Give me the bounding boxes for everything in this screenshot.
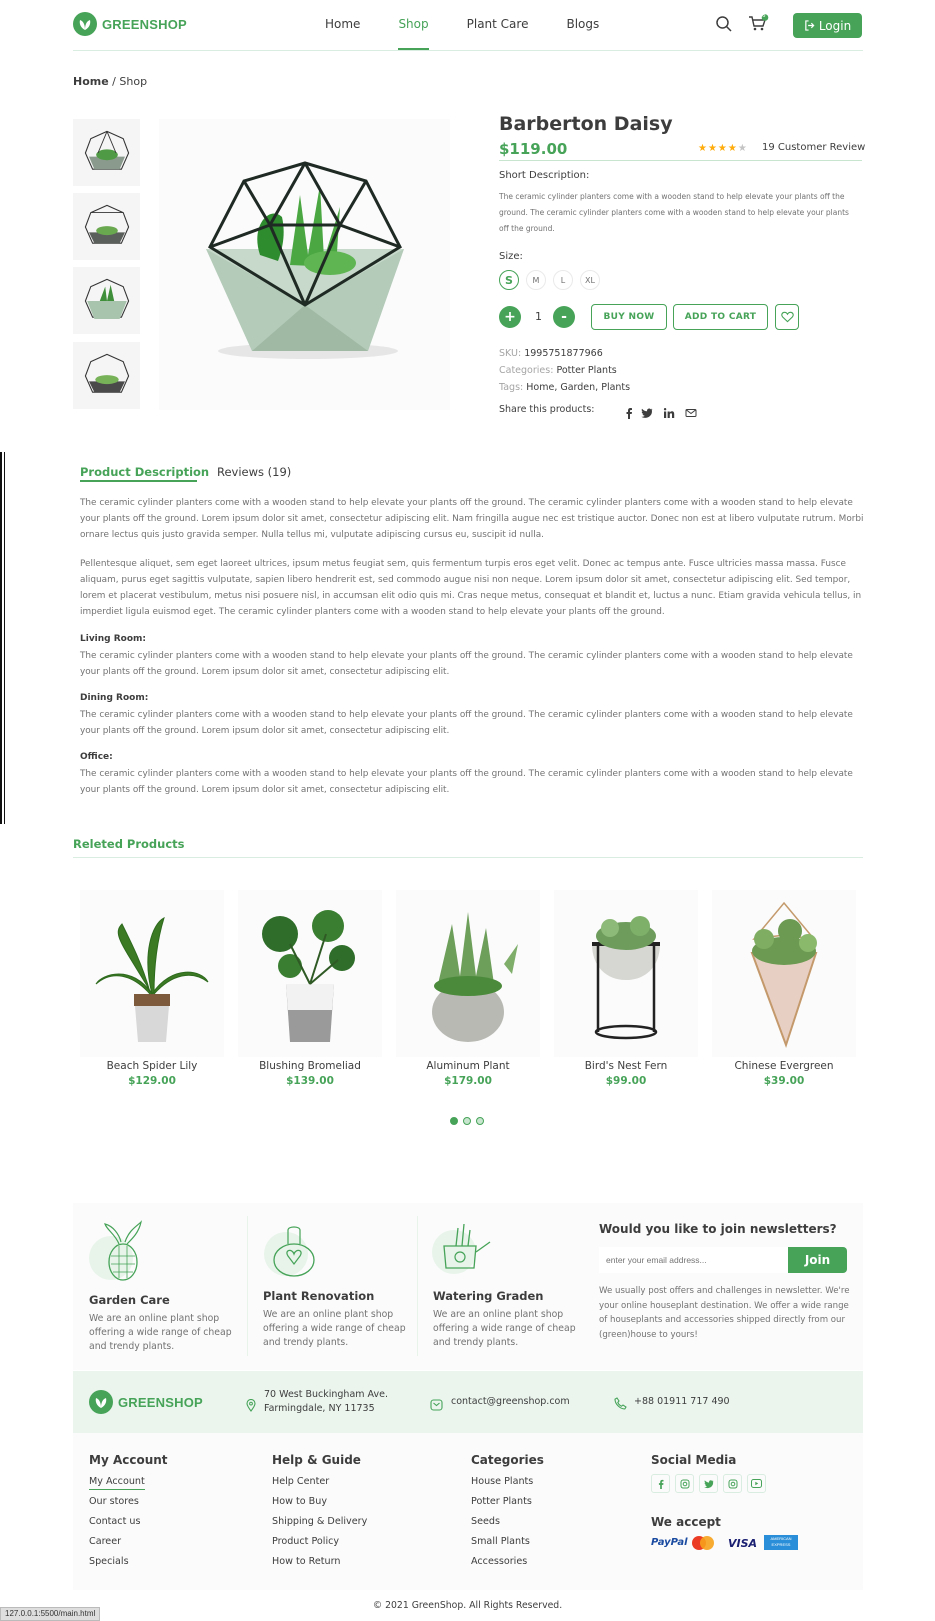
newsletter-title: Would you like to join newsletters?: [599, 1222, 837, 1236]
breadcrumb-current: Shop: [119, 75, 148, 88]
cart-count-badge: 6: [762, 13, 766, 19]
product-price: $119.00: [499, 140, 568, 158]
description-paragraph-2: Pellentesque aliquet, sem eget laoreet ultrices, ipsum metus feugiat sem, quis fermentum turpis eros eget velit. Donec ac tempus ante. Fusce ultricies massa massa. Fusce aliquam, purus eget sagittis vulputate, sapien libero hendrerit est, sed commodo augue nisi non neque. Lorem ipsum dolor sit amet, consectetur adipiscing elit. Sed tempor, lorem et placerat vestibulum, metus nisi posuere nisl, in accumsan elit odio quis mi. Cras neque metus, consequat et blandit et, luctus a nunc. Etiam gravida vehicula tellus, in imperdiet ligula euismod eget. The ceramic cylinder planters come with a wooden stand to help elevate your plants off the ground.: [80, 559, 862, 617]
quantity-value: 1: [535, 310, 542, 323]
categories-heading: Categories: [471, 1453, 544, 1467]
header-divider: [73, 50, 863, 51]
product-thumbnail-1[interactable]: [73, 119, 140, 186]
dining-room-heading: Dining Room:: [80, 693, 149, 703]
product-title: Barberton Daisy: [499, 113, 673, 135]
twitter-icon[interactable]: [641, 404, 653, 416]
footer-link-accessories[interactable]: Accessories: [471, 1556, 528, 1567]
buy-now-button[interactable]: BUY NOW: [591, 304, 667, 330]
feature-text: We are an online plant shop offering a wide range of cheap and trendy plants.: [263, 1309, 406, 1348]
related-products-title: Releted Products: [73, 837, 185, 851]
size-option-m[interactable]: M: [526, 270, 546, 290]
garden-care-icon: [89, 1216, 149, 1286]
add-to-cart-button[interactable]: ADD TO CART: [673, 304, 768, 330]
we-accept-heading: We accept: [651, 1515, 721, 1529]
youtube-icon[interactable]: [747, 1474, 766, 1493]
living-room-text: The ceramic cylinder planters come with a wooden stand to help elevate your plants off the ground. The ceramic cylinder planters come with a wooden stand to help elevate your plants off the ground. Lorem ipsum dolor sit amet, consectetur adipiscing elit.: [80, 651, 853, 677]
related-divider: [73, 857, 863, 858]
footer-link-specials[interactable]: Specials: [89, 1556, 129, 1567]
facebook-icon[interactable]: [623, 404, 635, 416]
tags-label: Tags:: [499, 382, 527, 393]
social-media-heading: Social Media: [651, 1453, 737, 1467]
feature-title: Watering Graden: [433, 1289, 544, 1303]
customer-review-count[interactable]: 19 Customer Review: [762, 142, 866, 153]
size-heading: Size:: [499, 251, 523, 262]
newsletter-text: We usually post offers and challenges in newsletter. We're your online houseplant destination. We offer a wide range of houseplants and accessories shipped directly from our (green)house to yours!: [599, 1286, 850, 1340]
help-guide-heading: Help & Guide: [272, 1453, 361, 1467]
join-button[interactable]: Join: [788, 1247, 847, 1273]
product-thumbnail-2[interactable]: [73, 193, 140, 260]
footer-link-house-plants[interactable]: House Plants: [471, 1476, 534, 1487]
description-paragraph-1: The ceramic cylinder planters come with a wooden stand to help elevate your plants off the ground. The ceramic cylinder planters come with a wooden stand to help elevate your plants off the ground. Lorem ipsum dolor sit amet, consectetur adipiscing elit. Nam fringilla augue nec est tristique auctor. Donec non est at libero vulputate rutrum. Morbi ornare lectus quis justo gravida semper. Nulla tellus mi, vulputate adipiscing cursus eu, suscipit id nulla.: [80, 498, 864, 540]
address-line-2: Farmingdale, NY 11735: [264, 1403, 375, 1414]
footer-links-section: [73, 1433, 863, 1590]
footer-link-small-plants[interactable]: Small Plants: [471, 1536, 530, 1547]
carousel-dot-1[interactable]: [450, 1117, 458, 1125]
main-nav: [325, 17, 637, 31]
login-label: Login: [818, 18, 852, 33]
nav-shop[interactable]: Shop: [398, 17, 429, 31]
product-main-image: [159, 119, 450, 410]
tab-product-description[interactable]: Product Description: [80, 465, 210, 479]
tags-row: [499, 382, 630, 393]
categories-row: [499, 365, 617, 376]
breadcrumb-separator: /: [108, 75, 120, 88]
related-product-card[interactable]: [80, 890, 224, 1057]
product-thumbnail-4[interactable]: [73, 342, 140, 409]
related-product-price: $139.00: [286, 1075, 334, 1087]
newsletter-email-input[interactable]: [599, 1247, 788, 1273]
login-button[interactable]: [793, 13, 862, 38]
related-product-name[interactable]: Aluminum Plant: [426, 1060, 510, 1072]
feature-text: We are an online plant shop offering a wide range of cheap and trendy plants.: [433, 1309, 576, 1348]
brand-name: GREENSHOP: [102, 16, 187, 32]
footer-link-potter-plants[interactable]: Potter Plants: [471, 1496, 532, 1507]
sku-row: [499, 348, 603, 359]
contact-email[interactable]: contact@greenshop.com: [451, 1396, 570, 1407]
footer-link-my-account[interactable]: My Account: [89, 1476, 145, 1490]
instagram-icon[interactable]: [675, 1474, 694, 1493]
related-product-card[interactable]: [238, 890, 382, 1057]
footer-link-our-stores[interactable]: Our stores: [89, 1496, 139, 1507]
rating-stars: ★★★★★: [698, 143, 748, 154]
wishlist-button[interactable]: [775, 304, 799, 330]
related-product-price: $99.00: [605, 1075, 647, 1087]
product-thumbnail-3[interactable]: [73, 267, 140, 334]
carousel-dot-3[interactable]: [476, 1117, 484, 1125]
info-divider: [499, 160, 862, 161]
instagram-icon[interactable]: [723, 1474, 742, 1493]
linkedin-icon[interactable]: [663, 404, 675, 416]
brand-logo[interactable]: [73, 12, 187, 36]
visa-logo: VISA: [728, 1537, 758, 1550]
related-product-name[interactable]: Chinese Evergreen: [734, 1060, 834, 1072]
related-product-name[interactable]: Beach Spider Lily: [106, 1060, 198, 1072]
sku-value: 1995751877966: [524, 348, 603, 359]
related-product-name[interactable]: Blushing Bromeliad: [259, 1060, 361, 1072]
feature-divider: [417, 1216, 418, 1356]
address: [264, 1388, 388, 1416]
related-product-price: $39.00: [763, 1075, 805, 1087]
leaf-icon: [73, 12, 97, 36]
amex-logo: AMERICAN EXPRESS: [764, 1535, 798, 1550]
footer-link-contact-us[interactable]: Contact us: [89, 1516, 141, 1527]
quantity-decrease-button[interactable]: -: [553, 306, 575, 328]
search-icon[interactable]: [715, 15, 733, 33]
footer-link-how-to-return[interactable]: How to Return: [272, 1556, 341, 1567]
facebook-icon[interactable]: [651, 1474, 670, 1493]
footer-link-shipping[interactable]: Shipping & Delivery: [272, 1516, 368, 1527]
footer-brand-name: GREENSHOP: [118, 1394, 203, 1410]
plant-renovation-icon: [262, 1216, 322, 1282]
footer-link-how-to-buy[interactable]: How to Buy: [272, 1496, 328, 1507]
size-option-s[interactable]: S: [499, 270, 519, 290]
contact-phone[interactable]: +88 01911 717 490: [634, 1396, 730, 1407]
share-label: Share this products:: [499, 404, 595, 415]
living-room-heading: Living Room:: [80, 634, 147, 644]
nav-plant-care[interactable]: Plant Care: [466, 17, 529, 31]
size-option-xl[interactable]: XL: [580, 270, 600, 290]
active-tab-underline: [80, 480, 197, 482]
sku-label: SKU:: [499, 348, 525, 359]
office-text: The ceramic cylinder planters come with a wooden stand to help elevate your plants off the ground. The ceramic cylinder planters come with a wooden stand to help elevate your plants off the ground. Lorem ipsum dolor sit amet, consectetur adipiscing elit.: [80, 769, 853, 795]
nav-blogs[interactable]: Blogs: [566, 17, 600, 31]
feature-title: Garden Care: [89, 1293, 170, 1307]
footer-link-seeds[interactable]: Seeds: [471, 1516, 500, 1527]
short-description-text: The ceramic cylinder planters come with a wooden stand to help elevate your plants off the ground. The ceramic cylinder planters come with a wooden stand to help elevate your plants off the ground.: [499, 192, 849, 233]
heart-icon: [781, 311, 794, 323]
categories-label: Categories:: [499, 365, 557, 376]
nav-home[interactable]: Home: [325, 17, 361, 31]
copyright: © 2021 GreenShop. All Rights Reserved.: [372, 1600, 563, 1611]
location-icon: [246, 1397, 256, 1416]
carousel-dot-2[interactable]: [463, 1117, 471, 1125]
feature-text: We are an online plant shop offering a wide range of cheap and trendy plants.: [89, 1313, 232, 1352]
related-product-name[interactable]: Bird's Nest Fern: [584, 1060, 668, 1072]
twitter-icon[interactable]: [699, 1474, 718, 1493]
logout-icon: [804, 20, 815, 31]
email-icon[interactable]: [685, 404, 697, 416]
feature-title: Plant Renovation: [263, 1289, 375, 1303]
related-product-price: $179.00: [444, 1075, 492, 1087]
size-option-l[interactable]: L: [553, 270, 573, 290]
paypal-logo: PayPal: [651, 1537, 688, 1548]
quantity-increase-button[interactable]: +: [499, 306, 521, 328]
watering-can-icon: [432, 1216, 496, 1280]
tab-reviews[interactable]: Reviews (19): [217, 465, 292, 479]
short-description-heading: Short Description:: [499, 170, 590, 181]
tags-value[interactable]: Home, Garden, Plants: [526, 382, 631, 393]
cart-icon[interactable]: [748, 14, 770, 32]
my-account-heading: My Account: [89, 1453, 168, 1467]
dining-room-text: The ceramic cylinder planters come with a wooden stand to help elevate your plants off the ground. The ceramic cylinder planters come with a wooden stand to help elevate your plants off the ground. Lorem ipsum dolor sit amet, consectetur adipiscing elit.: [80, 710, 853, 736]
breadcrumb-home[interactable]: Home: [73, 75, 109, 88]
related-product-card[interactable]: [396, 890, 540, 1057]
office-heading: Office:: [80, 752, 113, 762]
left-edge-rule: [0, 452, 5, 824]
leaf-icon: [89, 1390, 113, 1414]
footer-logo[interactable]: [89, 1390, 203, 1414]
phone-icon: [614, 1395, 627, 1414]
categories-value[interactable]: Potter Plants: [556, 365, 617, 376]
related-product-price: $129.00: [128, 1075, 176, 1087]
footer-link-help-center[interactable]: Help Center: [272, 1476, 330, 1487]
footer-link-career[interactable]: Career: [89, 1536, 122, 1547]
breadcrumb: [73, 75, 147, 88]
footer-link-product-policy[interactable]: Product Policy: [272, 1536, 340, 1547]
related-product-card[interactable]: [712, 890, 856, 1057]
feature-divider: [247, 1216, 248, 1356]
related-product-card[interactable]: [554, 890, 698, 1057]
address-line-1: 70 West Buckingham Ave.: [264, 1389, 388, 1400]
mastercard-logo: [690, 1535, 716, 1555]
mail-icon: [430, 1396, 443, 1415]
browser-status-url: 127.0.0.1:5500/main.html: [0, 1607, 100, 1621]
